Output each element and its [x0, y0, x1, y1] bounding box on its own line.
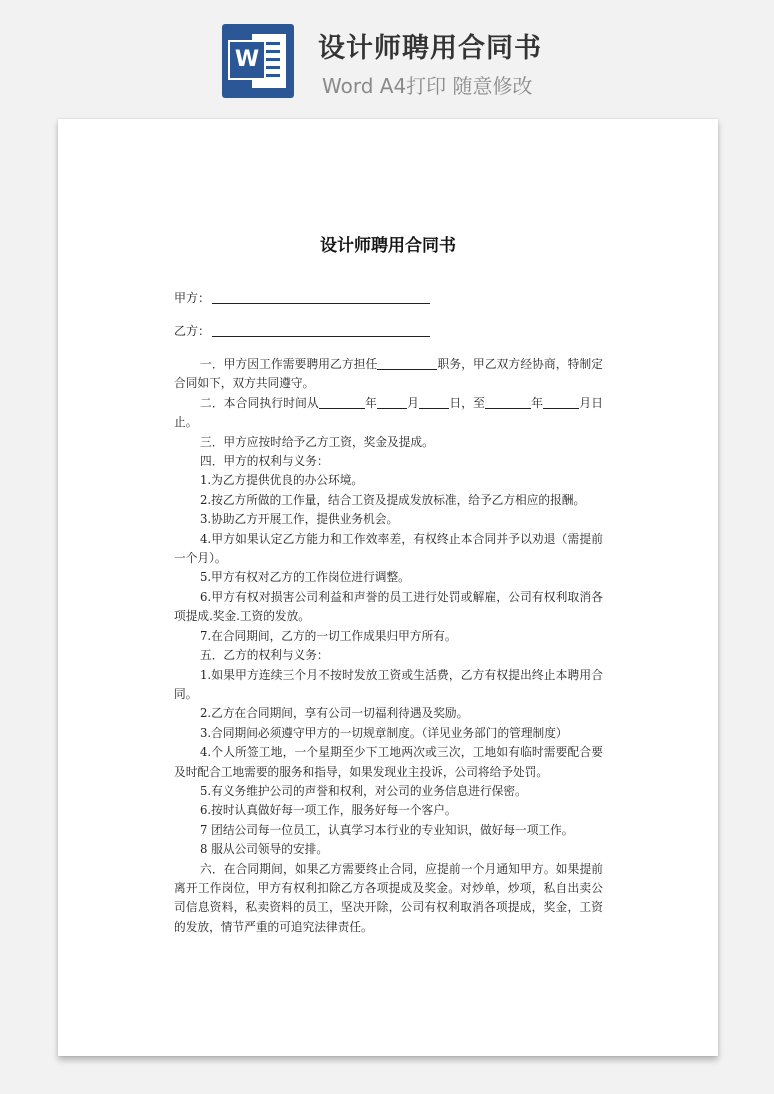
clause-paragraph: 1.如果甲方连续三个月不按时发放工资或生活费，乙方有权提出终止本聘用合同。: [174, 667, 603, 701]
clause-paragraph: 三．甲方应按时给予乙方工资，奖金及提成。: [200, 434, 434, 449]
clause-paragraph: 4.个人所签工地，一个星期至少下工地两次或三次，工地如有临时需要配合要及时配合工地需要的服务和指导，如果发现业主投诉，公司将给予处罚。: [174, 745, 603, 779]
party-b-label: 乙方：: [174, 324, 211, 338]
clause-paragraph: 3.合同期间必须遵守甲方的一切规章制度。（详见业务部门的管理制度）: [200, 725, 568, 740]
document-title: 设计师聘用合同书: [320, 236, 456, 256]
clause-1: 一．甲方因工作需要聘用乙方担任 职务，甲乙双方经协商，特制定合同如下，双方共同遵守。: [174, 357, 603, 391]
banner-subtitle: Word A4打印 随意修改: [322, 74, 533, 98]
party-b-field: [174, 322, 430, 339]
clause-paragraph: 五．乙方的权利与义务：: [200, 648, 329, 663]
header-banner: [0, 0, 774, 112]
party-a-label: 甲方：: [174, 291, 211, 305]
clause-paragraph: 1.为乙方提供优良的办公环境。: [200, 473, 364, 488]
clause-paragraph: 3.协助乙方开展工作，提供业务机会。: [200, 512, 399, 527]
clause-paragraph: 2.乙方在合同期间，享有公司一切福利待遇及奖励。: [200, 706, 469, 721]
party-a-field: [174, 289, 430, 306]
position-blank: [377, 357, 437, 370]
clause-paragraph: 5.甲方有权对乙方的工作岗位进行调整。: [200, 570, 410, 585]
clause-2: 二．本合同执行时间从 年 月 日，至 年 月日止。: [174, 395, 603, 430]
document-page: [58, 119, 718, 1056]
word-letter: W: [228, 40, 266, 80]
banner-title: 设计师聘用合同书: [318, 33, 542, 64]
clause-paragraph: 5.有义务维护公司的声誉和权利，对公司的业务信息进行保密。: [200, 783, 527, 798]
clause-paragraph: 7 团结公司每一位员工，认真学习本行业的专业知识，做好每一项工作。: [200, 822, 574, 837]
clause-paragraph: 6.甲方有权对损害公司利益和声誉的员工进行处罚或解雇，公司有权利取消各项提成.奖金.工资的发放。: [174, 589, 603, 624]
party-b-blank: [212, 324, 430, 337]
clause-paragraph: 4.甲方如果认定乙方能力和工作效率差，有权终止本合同并予以劝退（需提前一个月）。: [174, 531, 603, 566]
contract-body: [174, 355, 603, 937]
clause-paragraph: 7.在合同期间，乙方的一切工作成果归甲方所有。: [200, 628, 457, 643]
clause-paragraph: 四．甲方的权利与义务：: [200, 454, 329, 469]
word-document-icon: [222, 24, 294, 98]
clause-paragraph: 2.按乙方所做的工作量，结合工资及提成发放标准，给予乙方相应的报酬。: [200, 492, 586, 507]
clause-paragraph: 六．在合同期间，如果乙方需要终止合同，应提前一个月通知甲方。如果提前离开工作岗位，甲方有权利扣除乙方各项提成及奖金。对炒单，炒项，私自出卖公司信息资料，私卖资料的员工，坚决开除，公司有权利取消各项提成，奖金，工资的发放，情节严重的可追究法律责任。: [174, 861, 603, 934]
party-a-blank: [212, 291, 430, 304]
clause-paragraph: 6.按时认真做好每一项工作，服务好每一个客户。: [200, 803, 457, 818]
clause-paragraph: 8 服从公司领导的安排。: [200, 842, 329, 857]
